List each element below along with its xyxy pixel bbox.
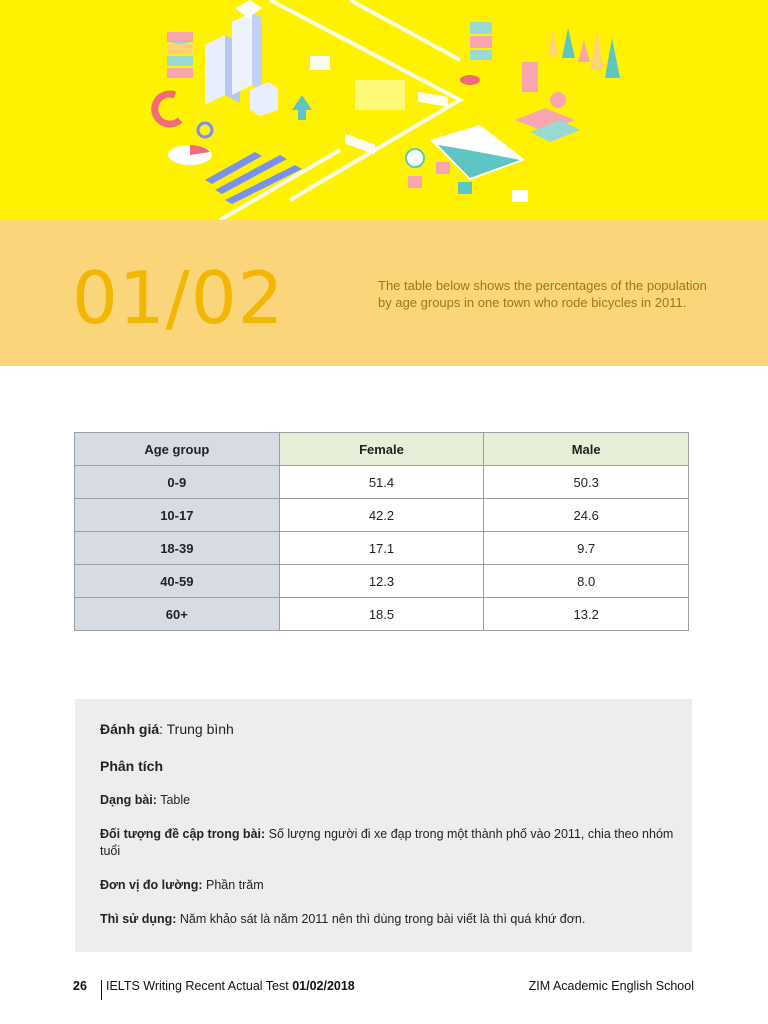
analysis-item-unit xyxy=(100,877,680,894)
table-row xyxy=(75,466,689,499)
item-text: Table xyxy=(156,793,191,807)
male-cell: 50.3 xyxy=(484,466,689,499)
column-header-age-group: Age group xyxy=(75,433,280,466)
footer-title xyxy=(106,979,355,993)
rating-line xyxy=(100,721,680,738)
table-row xyxy=(75,499,689,532)
footer-school: ZIM Academic English School xyxy=(528,979,694,993)
analysis-item-tense xyxy=(100,911,680,928)
item-label: Dạng bài: xyxy=(100,793,157,807)
task-description: The table below shows the percentages of the population by age groups in one town who rode bicycles in 2011. xyxy=(378,278,707,310)
table-row xyxy=(75,598,689,631)
male-cell: 24.6 xyxy=(484,499,689,532)
footer-title-prefix: IELTS Writing Recent Actual Test xyxy=(106,979,293,993)
table-row xyxy=(75,565,689,598)
male-cell: 9.7 xyxy=(484,532,689,565)
table-row xyxy=(75,532,689,565)
rating-value: : Trung bình xyxy=(159,721,234,737)
page-number: 26 xyxy=(73,979,87,993)
female-cell: 51.4 xyxy=(279,466,484,499)
pie-chart xyxy=(168,145,212,165)
block-bars xyxy=(515,62,580,142)
bicycle-table xyxy=(74,432,689,631)
male-cell: 13.2 xyxy=(484,598,689,631)
male-cell: 8.0 xyxy=(484,565,689,598)
female-cell: 17.1 xyxy=(279,532,484,565)
table-header-row xyxy=(75,433,689,466)
age-cell: 60+ xyxy=(75,598,280,631)
analysis-item-type xyxy=(100,792,680,809)
item-label: Thì sử dụng: xyxy=(100,912,177,926)
age-cell: 0-9 xyxy=(75,466,280,499)
footer-title-date: 01/02/2018 xyxy=(292,979,355,993)
age-cell: 10-17 xyxy=(75,499,280,532)
horizontal-bars xyxy=(205,152,302,204)
stack-cylinders xyxy=(167,32,193,78)
label-cards xyxy=(310,56,448,154)
task-number: 01/02 xyxy=(72,256,285,340)
female-cell: 12.3 xyxy=(279,565,484,598)
small-cylinders xyxy=(460,22,492,85)
analysis-heading: Phân tích xyxy=(100,758,164,774)
item-label: Đối tượng đề cập trong bài: xyxy=(100,827,266,841)
footer-divider xyxy=(101,980,102,1000)
analysis-panel xyxy=(75,699,692,952)
female-cell: 18.5 xyxy=(279,598,484,631)
item-label: Đơn vị đo lường: xyxy=(100,878,203,892)
rating-label: Đánh giá xyxy=(100,721,160,737)
item-text: Phần trăm xyxy=(202,878,264,892)
analysis-item-subject xyxy=(100,826,680,860)
age-cell: 40-59 xyxy=(75,565,280,598)
item-text: Năm khảo sát là năm 2011 nên thì dùng trong bài viết là thì quá khứ đơn. xyxy=(176,912,586,926)
column-header-male: Male xyxy=(484,433,689,466)
hero-illustration xyxy=(0,0,768,220)
cone-chart xyxy=(548,28,620,78)
female-cell: 42.2 xyxy=(279,499,484,532)
ring-and-arrow xyxy=(155,94,312,137)
tower-bars xyxy=(205,12,278,116)
isometric-data-illustration xyxy=(0,0,768,220)
age-cell: 18-39 xyxy=(75,532,280,565)
heart-badge xyxy=(235,0,262,18)
column-header-female: Female xyxy=(279,433,484,466)
item-text: Số lượng người đi xe đạp trong một thành phố vào 2011, chia theo nhóm tuổi xyxy=(100,827,674,858)
